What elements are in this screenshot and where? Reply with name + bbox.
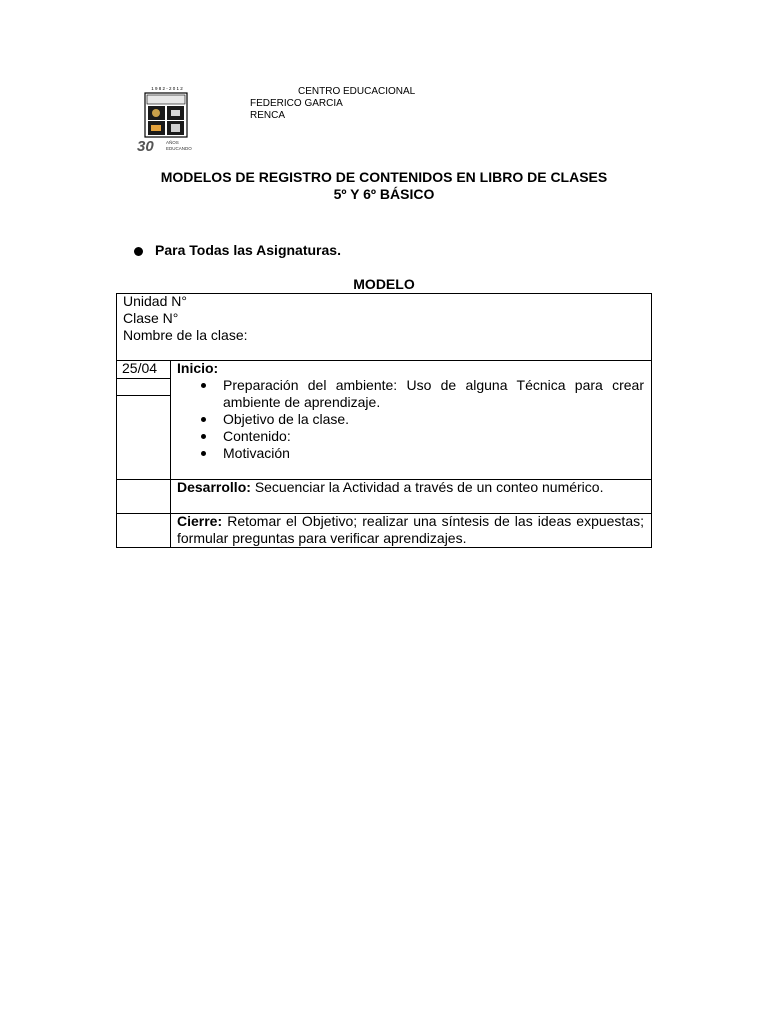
inicio-item-motivacion: Motivación	[223, 445, 290, 461]
document-subtitle: 5º Y 6º BÁSICO	[333, 186, 435, 202]
bullet-icon	[201, 417, 206, 422]
desarrollo-date-cell	[116, 479, 171, 514]
date-subcell	[116, 378, 171, 396]
logo-years: 1 9 8 2 - 2 0 1 2	[151, 86, 183, 91]
cierre-text-block	[177, 513, 644, 547]
logo-word1: AÑOS	[166, 140, 179, 145]
section-bullet-text: Para Todas las Asignaturas.	[155, 242, 341, 258]
school-logo	[136, 84, 198, 154]
logo-number: 30	[137, 138, 154, 154]
section-bullet	[134, 242, 341, 258]
school-name-line1: CENTRO EDUCACIONAL	[298, 86, 416, 97]
inicio-item-objetivo: Objetivo de la clase.	[223, 411, 350, 427]
cierre-text: Retomar el Objetivo; realizar una síntesis de las ideas expuestas; formular preguntas para verificar aprendizajes.	[177, 513, 644, 546]
model-heading: MODELO	[353, 276, 415, 292]
bullet-icon	[201, 451, 206, 456]
bullet-icon	[201, 434, 206, 439]
bullet-icon	[201, 383, 206, 388]
school-location: RENCA	[250, 110, 286, 121]
cierre-date-cell	[116, 513, 171, 548]
info-unidad: Unidad N°	[123, 293, 187, 309]
logo-word2: EDUCANDO	[166, 146, 192, 151]
desarrollo-text: Secuenciar la Actividad a través de un conteo numérico.	[254, 479, 604, 495]
desarrollo-label: Desarrollo:	[177, 479, 251, 495]
desarrollo-text-block	[177, 479, 644, 496]
school-name-line2: FEDERICO GARCIA	[250, 98, 343, 109]
bullet-icon	[134, 247, 143, 256]
info-nombre: Nombre de la clase:	[123, 327, 248, 343]
date-value: 25/04	[122, 360, 158, 376]
info-clase: Clase N°	[123, 310, 179, 326]
inicio-item-contenido: Contenido:	[223, 428, 291, 444]
inicio-label: Inicio:	[177, 360, 219, 376]
inicio-item-ambiente: Preparación del ambiente: Uso de alguna Técnica para crear ambiente de aprendizaje.	[223, 377, 644, 410]
cierre-label: Cierre:	[177, 513, 223, 529]
document-title: MODELOS DE REGISTRO DE CONTENIDOS EN LIBRO DE CLASES	[160, 169, 608, 185]
